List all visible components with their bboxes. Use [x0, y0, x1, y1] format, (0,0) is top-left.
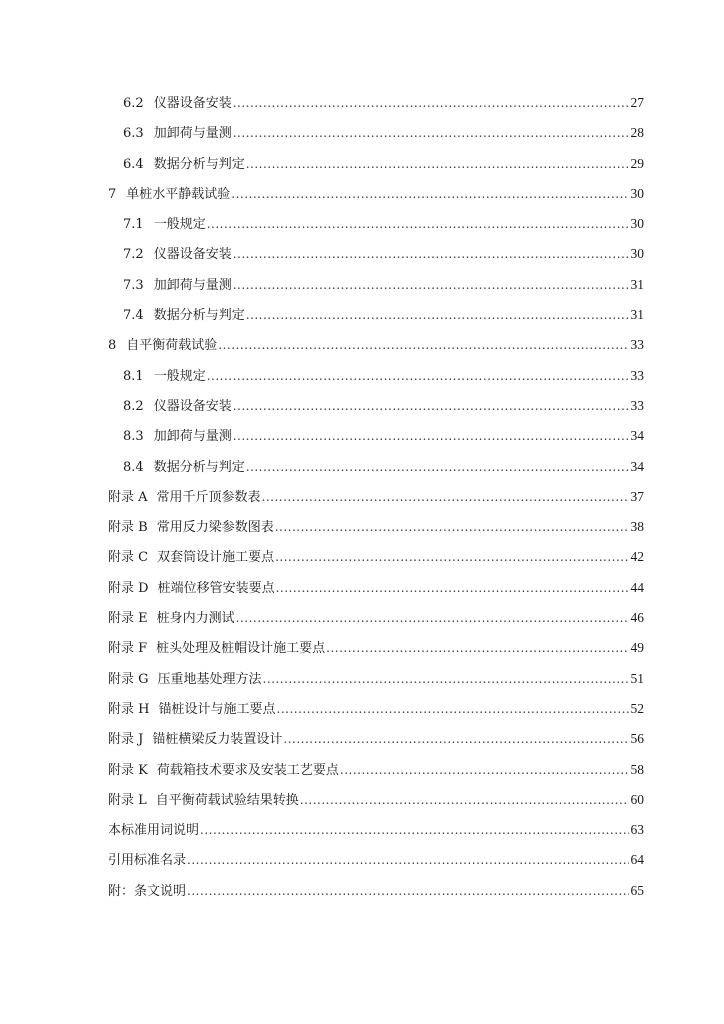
toc-entry-page: 58 — [630, 761, 644, 777]
toc-entry[interactable] — [108, 546, 644, 576]
toc-entry-title: 附：条文说明 — [108, 883, 187, 899]
toc-entry-number: 附录 B — [108, 520, 148, 536]
toc-dot-leader — [275, 520, 629, 534]
toc-dot-leader — [233, 247, 629, 261]
toc-dot-leader — [231, 187, 628, 201]
toc-dot-leader — [233, 429, 629, 443]
toc-entry[interactable] — [108, 395, 644, 425]
toc-entry-page: 49 — [630, 640, 644, 656]
toc-entry[interactable] — [108, 637, 644, 667]
toc-entry-title: 常用千斤顶参数表 — [156, 489, 261, 505]
toc-entry-page: 31 — [630, 276, 644, 292]
toc-entry-number: 附录 J — [108, 732, 144, 748]
toc-entry-page: 29 — [630, 155, 644, 171]
toc-entry-number: 附录 L — [108, 792, 147, 808]
toc-entry-page: 38 — [630, 519, 644, 535]
toc-entry[interactable] — [108, 122, 644, 152]
toc-entry-title: 仪器设备安装 — [153, 96, 232, 111]
toc-dot-leader — [233, 126, 629, 140]
toc-entry[interactable] — [108, 789, 644, 819]
toc-entry-number: 附录 H — [108, 701, 150, 717]
toc-entry-page: 33 — [630, 337, 644, 353]
toc-entry-page: 33 — [630, 397, 644, 413]
toc-entry[interactable] — [108, 183, 644, 213]
toc-entry-page: 37 — [630, 488, 644, 504]
toc-entry[interactable] — [108, 728, 644, 758]
toc-entry-number: 附录 F — [108, 641, 148, 657]
toc-entry-page: 30 — [630, 216, 644, 232]
toc-entry-number: 7.2 — [123, 247, 144, 263]
toc-entry-title: 数据分析与判定 — [153, 156, 245, 172]
toc-dot-leader — [207, 217, 629, 231]
toc-entry-title: 数据分析与判定 — [153, 308, 245, 324]
toc-entry[interactable] — [108, 759, 644, 789]
toc-entry-number: 7.1 — [123, 217, 144, 233]
toc-entry-page: 33 — [630, 367, 644, 383]
toc-entry[interactable] — [108, 819, 644, 849]
toc-entry-page: 28 — [630, 125, 644, 141]
toc-entry-title: 一般规定 — [153, 217, 206, 233]
toc-entry-page: 34 — [630, 458, 644, 474]
toc-entry-title: 仪器设备安装 — [153, 398, 232, 414]
toc-entry-number: 8.3 — [123, 429, 144, 445]
toc-entry-number: 6.4 — [123, 156, 144, 172]
toc-entry-page: 52 — [630, 700, 644, 716]
toc-dot-leader — [187, 853, 628, 867]
toc-entry-number: 附录 D — [108, 580, 149, 596]
toc-dot-leader — [207, 369, 629, 383]
toc-entry-page: 46 — [630, 610, 644, 626]
toc-entry[interactable] — [108, 577, 644, 607]
toc-entry-title: 加卸荷与量测 — [153, 429, 232, 445]
toc-entry[interactable] — [108, 92, 644, 122]
toc-entry-number: 7 — [108, 186, 117, 202]
toc-dot-leader — [187, 884, 628, 898]
toc-entry-number: 8.2 — [123, 398, 144, 414]
toc-dot-leader — [275, 550, 628, 564]
toc-entry-page: 27 — [630, 95, 644, 110]
toc-entry[interactable] — [108, 516, 644, 546]
toc-dot-leader — [233, 96, 629, 110]
toc-entry-page: 65 — [630, 882, 644, 898]
toc-entry-page: 31 — [630, 307, 644, 323]
toc-entry-title: 桩身内力测试 — [156, 611, 235, 627]
toc-entry-number: 附录 G — [108, 671, 149, 687]
toc-entry-page: 34 — [630, 428, 644, 444]
toc-dot-leader — [276, 581, 629, 595]
toc-entry[interactable] — [108, 607, 644, 637]
toc-dot-leader — [200, 823, 628, 837]
toc-entry-title: 常用反力梁参数图表 — [156, 520, 274, 536]
toc-entry-page: 63 — [630, 822, 644, 838]
toc-dot-leader — [326, 641, 628, 655]
toc-entry[interactable] — [108, 486, 644, 516]
toc-entry-title: 自平衡荷载试验 — [126, 338, 218, 354]
toc-entry[interactable] — [108, 698, 644, 728]
toc-entry-number: 附录 C — [108, 550, 149, 566]
toc-entry[interactable] — [108, 274, 644, 304]
toc-entry-page: 44 — [630, 579, 644, 595]
toc-dot-leader — [236, 611, 629, 625]
toc-entry-page: 30 — [630, 185, 644, 201]
toc-dot-leader — [283, 732, 628, 746]
toc-entry[interactable] — [108, 304, 644, 334]
toc-entry[interactable] — [108, 153, 644, 183]
toc-entry-title: 桩头处理及桩帽设计施工要点 — [156, 641, 326, 657]
toc-entry-number: 6.2 — [123, 96, 144, 111]
toc-entry-title: 加卸荷与量测 — [153, 126, 232, 142]
toc-entry-title: 仪器设备安装 — [153, 247, 232, 263]
toc-entry[interactable] — [108, 334, 644, 364]
toc-entry[interactable] — [108, 456, 644, 486]
toc-entry-number: 6.3 — [123, 126, 144, 142]
toc-dot-leader — [246, 308, 629, 322]
toc-entry-number: 7.3 — [123, 277, 144, 293]
toc-entry-title: 本标准用词说明 — [108, 823, 200, 839]
toc-entry-page: 56 — [630, 731, 644, 747]
toc-entry[interactable] — [108, 425, 644, 455]
toc-entry-title: 自平衡荷载试验结果转换 — [155, 792, 299, 808]
toc-dot-leader — [340, 763, 629, 777]
toc-entry-title: 引用标准名录 — [108, 853, 187, 869]
toc-dot-leader — [263, 672, 629, 686]
toc-entry-number: 附录 K — [108, 762, 148, 778]
toc-entry-page: 64 — [630, 852, 644, 868]
toc-dot-leader — [233, 399, 629, 413]
toc-entry-title: 压重地基处理方法 — [157, 671, 262, 687]
toc-entry-number: 8 — [108, 338, 117, 354]
toc-entry-title: 锚桩设计与施工要点 — [158, 701, 276, 717]
toc-entry[interactable] — [108, 849, 644, 879]
toc-entry-page: 51 — [630, 670, 644, 686]
toc-entry-number: 附录 A — [108, 489, 148, 505]
toc-entry-title: 桩端位移管安装要点 — [157, 580, 275, 596]
toc-dot-leader — [246, 460, 629, 474]
toc-dot-leader — [246, 157, 629, 171]
toc-entry-title: 加卸荷与量测 — [153, 277, 232, 293]
toc-entry-title: 锚桩横梁反力装置设计 — [152, 732, 283, 748]
toc-dot-leader — [262, 490, 629, 504]
toc-entry-number: 附录 E — [108, 611, 148, 627]
toc-entry[interactable] — [108, 243, 644, 273]
toc-dot-leader — [277, 702, 629, 716]
toc-entry-title: 数据分析与判定 — [153, 459, 245, 475]
toc-entry[interactable] — [108, 365, 644, 395]
toc-entry-number: 8.1 — [123, 368, 144, 384]
toc-entry-title: 单桩水平静载试验 — [126, 186, 231, 202]
toc-entry-title: 双套筒设计施工要点 — [157, 550, 275, 566]
toc-entry-title: 荷载箱技术要求及安装工艺要点 — [156, 762, 339, 778]
toc-entry-page: 60 — [630, 791, 644, 807]
toc-entry[interactable] — [108, 880, 644, 910]
toc-dot-leader — [233, 278, 629, 292]
toc-dot-leader — [218, 338, 628, 352]
toc-entry-number: 7.4 — [123, 308, 144, 324]
toc-entry-page: 30 — [630, 246, 644, 262]
toc-dot-leader — [300, 793, 629, 807]
table-of-contents — [108, 92, 644, 910]
toc-entry[interactable] — [108, 668, 644, 698]
toc-entry-title: 一般规定 — [153, 368, 206, 384]
toc-entry[interactable] — [108, 213, 644, 243]
toc-entry-page: 42 — [630, 549, 644, 565]
toc-entry-number: 8.4 — [123, 459, 144, 475]
